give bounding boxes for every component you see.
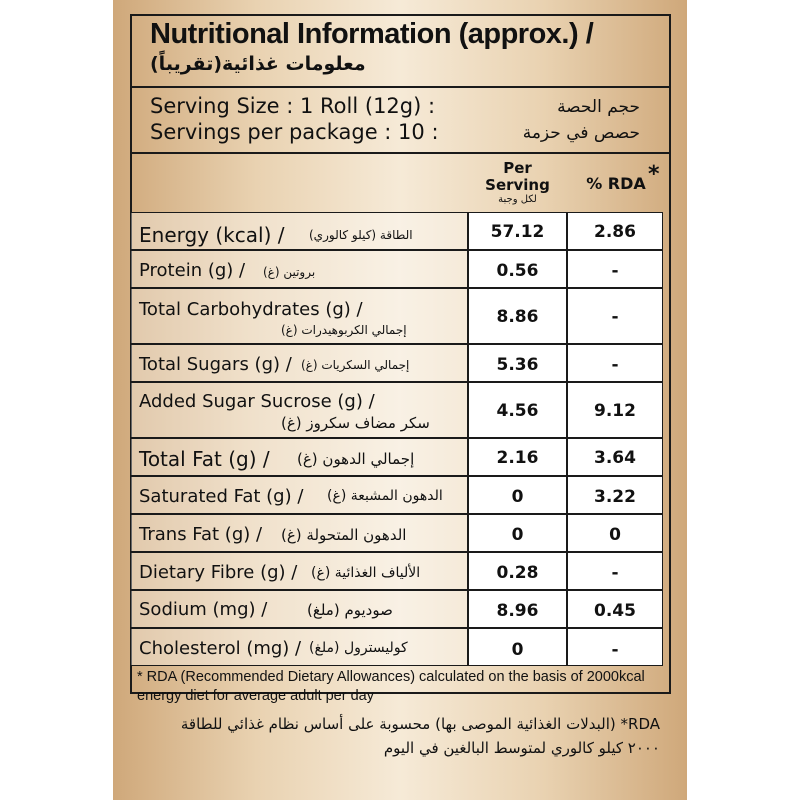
per-serving-cell [468,590,567,628]
rda-cell [567,476,663,514]
rda-cell [567,590,663,628]
nutrient-name-en: Total Fat (g) / [139,447,270,471]
per-serving-value: 0.56 [496,261,539,281]
row-label-cell [130,628,468,666]
per-serving-value: 0.28 [496,563,539,583]
row-label-cell [130,382,468,438]
rda-cell [567,514,663,552]
row-label-cell [130,514,468,552]
rda-cell [567,250,663,288]
per-serving-value: 5.36 [496,355,539,375]
rda-value: 0 [609,525,621,545]
rda-value: - [611,563,619,583]
nutrient-name-en: Dietary Fibre (g) / [139,562,298,583]
per-serving-cell [468,476,567,514]
row-label-cell [130,212,468,250]
table-row [130,590,671,628]
table-row [130,382,671,438]
nutrient-name-en: Cholesterol (mg) / [139,638,302,659]
serving-size-ar: حجم الحصة [557,97,640,117]
table-row [130,344,671,382]
footnote-english: * RDA (Recommended Dietary Allowances) calculated on the basis of 2000kcal energy diet for average adult per day [137,669,645,704]
footnote-arabic: RDA* (البدلات الغذائية الموصى بها) محسوبة على أساس نظام غذائي للطاقة ٢٠٠٠ كيلو كالوري لمتوسط البالغين في اليوم [180,715,660,757]
nutrient-name-en: Total Sugars (g) / [139,354,292,375]
nutrient-name-en: Energy (kcal) / [139,223,285,247]
rda-value: 9.12 [594,401,636,421]
nutrient-name-ar: بروتين (غ) [263,265,316,279]
nutrient-name-en: Sodium (mg) / [139,599,268,620]
rda-value: 3.22 [594,487,636,507]
per-serving-value: 57.12 [490,222,545,242]
rda-cell [567,212,663,250]
row-label-cell [130,250,468,288]
rda-value: - [611,355,619,375]
table-row [130,288,671,344]
rda-cell [567,288,663,344]
nutrition-grid [130,212,671,664]
nutrient-name-en: Total Carbohydrates (g) / [139,299,363,320]
rda-value: 2.86 [594,222,636,242]
nutrient-name-ar: الدهون المشبعة (غ) [327,488,443,504]
per-serving-cell [468,212,567,250]
rda-value: - [611,261,619,281]
per-serving-cell [468,438,567,476]
nutrient-name-en: Added Sugar Sucrose (g) / [139,391,375,412]
per-serving-cell [468,628,567,666]
servings-per-package-en: Servings per package : 10 : [150,120,439,144]
per-serving-cell [468,344,567,382]
nutrient-name-ar: الطاقة (كيلو كالوري) [309,228,413,242]
title-arabic: معلومات غذائية(تقريباً) [150,53,366,75]
divider-serving [130,152,671,154]
table-row [130,250,671,288]
row-label-cell [130,590,468,628]
rda-cell [567,552,663,590]
header-per-serving-ar: لكل وجبة [498,194,537,205]
nutrient-name-ar: إجمالي الدهون (غ) [297,450,415,468]
table-row [130,552,671,590]
per-serving-cell [468,250,567,288]
nutrient-name-ar: الألياف الغذائية (غ) [311,565,421,581]
nutrient-name-en: Saturated Fat (g) / [139,486,304,507]
per-serving-value: 0 [511,640,524,660]
per-serving-value: 8.86 [496,307,539,327]
header-per-serving: Per Serving [485,159,550,194]
serving-size-en: Serving Size : 1 Roll (12g) : [150,94,436,118]
table-row [130,438,671,476]
per-serving-value: 2.16 [496,448,539,468]
row-label-cell [130,552,468,590]
nutrient-name-en: Trans Fat (g) / [139,524,263,545]
nutrient-name-ar: إجمالي السكريات (غ) [301,358,410,372]
title-english: Nutritional Information (approx.) / [150,18,594,50]
per-serving-cell [468,552,567,590]
nutrient-name-ar: الدهون المتحولة (غ) [281,526,407,544]
nutrient-name-ar: إجمالي الكربوهيدرات (غ) [281,323,407,337]
table-row [130,476,671,514]
table-row [130,514,671,552]
per-serving-value: 8.96 [496,601,539,621]
nutrient-name-en: Protein (g) / [139,260,246,281]
rda-cell [567,344,663,382]
nutrient-name-ar: سكر مضاف سكروز (غ) [281,414,430,432]
nutrient-name-ar: كوليسترول (ملغ) [309,640,408,656]
row-label-cell [130,288,468,344]
rda-cell [567,382,663,438]
row-label-cell [130,476,468,514]
servings-per-package-ar: حصص في حزمة [522,123,640,143]
per-serving-value: 0 [511,525,524,545]
table-row [130,212,671,250]
rda-value: 0.45 [594,601,636,621]
per-serving-value: 4.56 [496,401,539,421]
rda-value: - [611,640,619,660]
per-serving-cell [468,514,567,552]
header-rda: % RDA [586,174,646,193]
header-rda-star: * [648,162,660,187]
divider-title [130,86,671,88]
row-label-cell [130,344,468,382]
rda-value: - [611,307,619,327]
per-serving-value: 0 [511,487,524,507]
rda-cell [567,628,663,666]
per-serving-cell [468,382,567,438]
row-label-cell [130,438,468,476]
rda-cell [567,438,663,476]
nutrient-name-ar: صوديوم (ملغ) [307,601,393,619]
per-serving-cell [468,288,567,344]
rda-value: 3.64 [594,448,636,468]
table-row [130,628,671,666]
